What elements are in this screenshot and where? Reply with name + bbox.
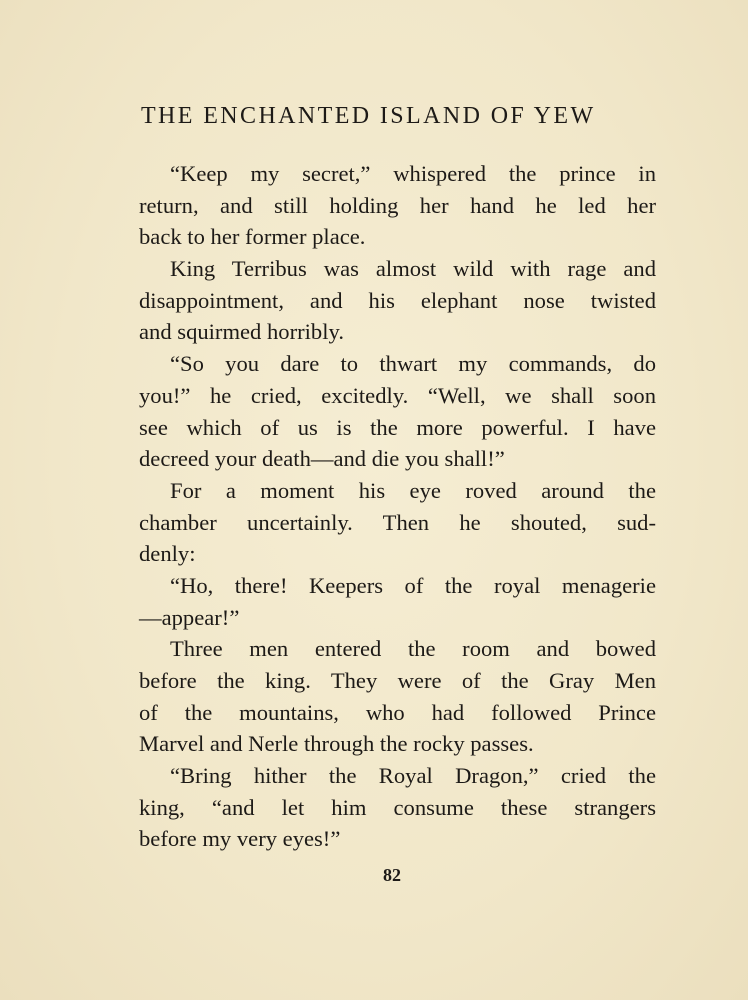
body-text <box>139 158 656 855</box>
text-line: you!” he cried, excitedly. “Well, we shall soon <box>139 382 656 408</box>
text-line: of the mountains, who had followed Prince <box>139 699 656 725</box>
text-line: —appear!” <box>139 604 240 630</box>
running-head: THE ENCHANTED ISLAND OF YEW <box>141 103 596 129</box>
text-line: denly: <box>139 541 196 567</box>
text-line: “Keep my secret,” whispered the prince in <box>170 161 656 186</box>
text-line: king, “and let him consume these strangers <box>139 794 656 820</box>
text-line: Three men entered the room and bowed <box>170 636 656 662</box>
text-line: see which of us is the more powerful. I have <box>139 414 656 440</box>
text-line: chamber uncertainly. Then he shouted, sud- <box>139 509 656 535</box>
text-line: return, and still holding her hand he led her <box>139 192 656 218</box>
text-line: decreed your death—and die you shall!” <box>139 446 505 472</box>
text-line: back to her former place. <box>139 224 366 250</box>
text-line: “Ho, there! Keepers of the royal menagerie <box>170 572 656 598</box>
text-line: Marvel and Nerle through the rocky passes. <box>139 731 534 757</box>
page-number: 82 <box>383 865 401 885</box>
text-line: before my very eyes!” <box>139 826 341 852</box>
text-line: “Bring hither the Royal Dragon,” cried the <box>170 763 656 789</box>
text-line: and squirmed horribly. <box>139 319 344 345</box>
text-line: King Terribus was almost wild with rage and <box>170 256 656 282</box>
text-line: disappointment, and his elephant nose twisted <box>139 287 656 313</box>
text-line: “So you dare to thwart my commands, do <box>170 351 656 377</box>
text-line: before the king. They were of the Gray Men <box>139 668 656 693</box>
text-line: For a moment his eye roved around the <box>170 477 656 503</box>
